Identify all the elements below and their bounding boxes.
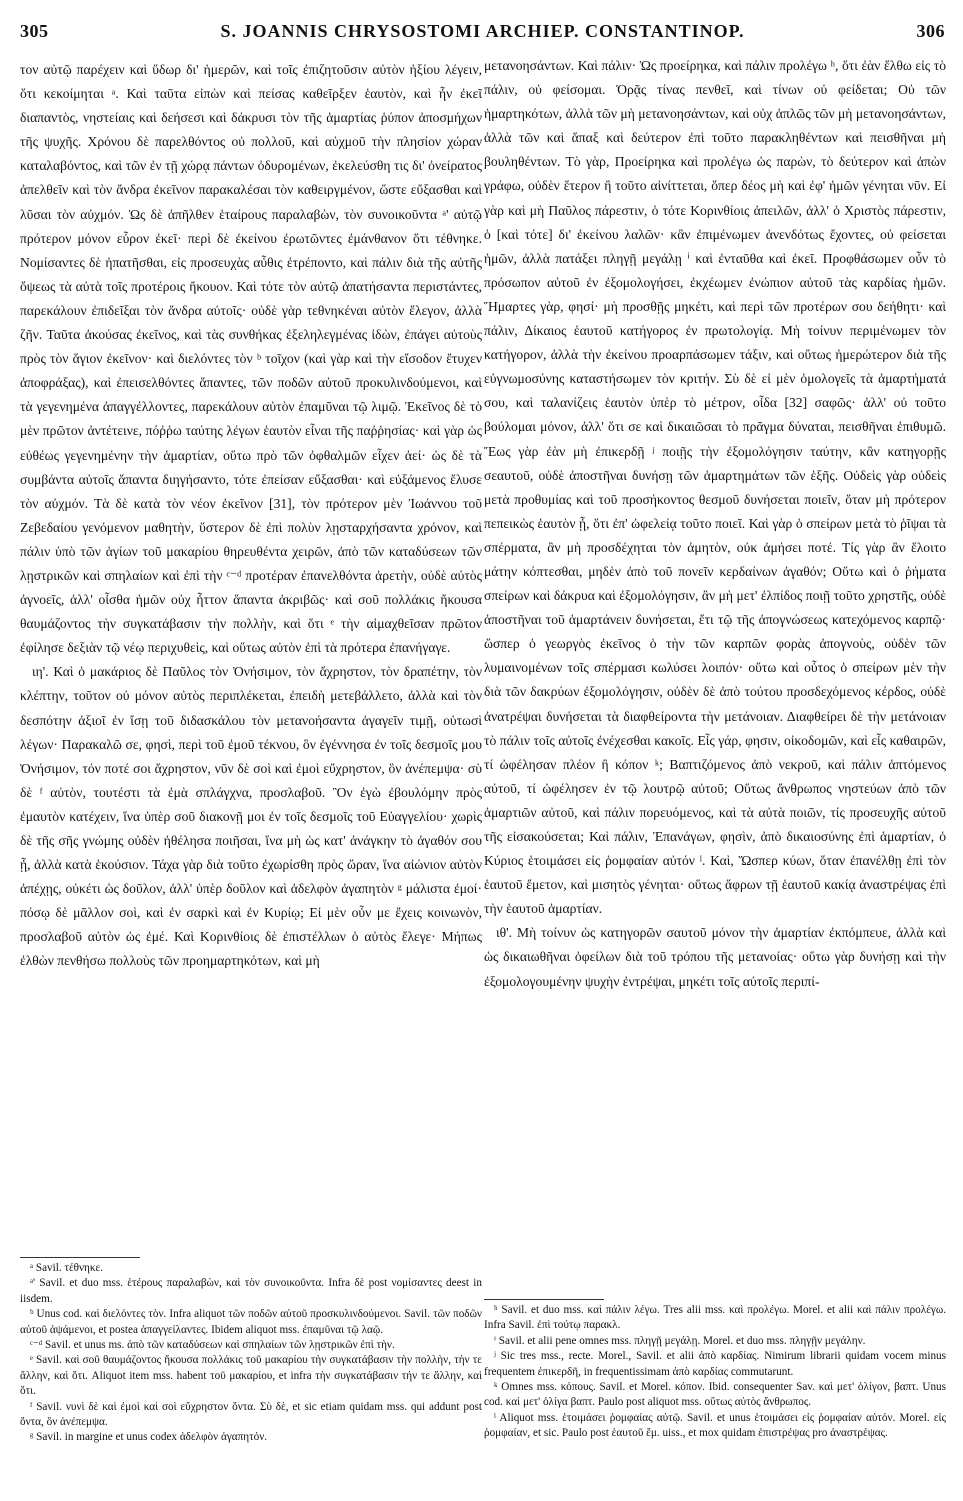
paragraph: ιη'. Καὶ ὁ μακάριος δὲ Παῦλος τὸν Ὀνήσιμον, τὸν ἄχρηστον, τὸν δραπέτην, τὸν κλέπτην, τοῦτον οὐ μόνον αὐτὸς περιπλέκεται, ἐπειδὴ μετεβάλλετο, ἀλλὰ καὶ τὸν δεσπότην ἀξιοῖ ἐν ἴσῃ τοῦ διδασκάλου τὸν μετανοήσαντα ἀγαγεῖν τιμῇ, οὑτωσὶ λέγων· Παρακαλῶ σε, φησὶ, περὶ τοῦ ἐμοῦ τέκνου, ὃν ἐγέννησα ἐν τοῖς δεσμοῖς μου Ὀνήσιμον, τόν ποτέ σοι ἄχρηστον, νῦν δὲ σοὶ καὶ ἐμοὶ εὔχρηστον, ὃν ἀνέπεμψα· σὺ δὲ ᶠ αὐτὸν, τουτέστι τὰ ἐμὰ σπλάγχνα, προσλαβοῦ. Ὃν ἐγὼ ἐβουλόμην πρὸς ἐμαυτὸν κατέχειν, ἵνα ὑπὲρ σοῦ διακονῇ μοι ἐν τοῖς δεσμοῖς τοῦ Εὐαγγελίου· χωρὶς δὲ τῆς σῆς γνώμης οὐδὲν ἠθέλησα ποιῆσαι, ἵνα μὴ ὡς κατ' ἀνάγκην τὸ ἀγαθόν σου ᾖ, ἀλλὰ κατὰ ἑκούσιον. Τάχα γὰρ διὰ τοῦτο ἐχωρίσθη πρὸς ὥραν, ἵνα αἰώνιον αὐτὸν ἀπέχῃς, οὐκέτι ὡς δοῦλον, ἀλλ' ὑπὲρ δοῦλον καὶ ἀδελφὸν ἀγαπητὸν ᵍ μάλιστα ἐμοί· πόσῳ δὲ μᾶλλον σοὶ, καὶ ἐν σαρκὶ καὶ ἐν Κυρίῳ; Εἰ μὲν οὖν με ἔχεις κοινωνὸν, προσλαβοῦ αὐτὸν ὡς ἐμέ. Καὶ Κορινθίοις δὲ ἐπιστέλλων ὁ αὐτὸς ἔλεγε· Μήπως ἐλθὼν πενθήσω πολλοὺς τῶν προημαρτηκότων, καὶ μὴ	[20, 664, 482, 969]
left-text-column	[20, 58, 482, 974]
footnotes-left	[20, 1261, 482, 1446]
footnote: ʰ Savil. et duo mss. καὶ πάλιν λέγω. Tres alii mss. καὶ προλέγω. Morel. et alii καὶ πάλιν προλέγω. Infra Savil. ἐπὶ τούτῳ παρακλ.	[484, 1304, 946, 1332]
page-number-left: 305	[20, 20, 49, 41]
footnote: ⁱ Savil. et alii pene omnes mss. πληγῇ μεγάλῃ. Morel. et duo mss. πληγῇν μεγάλην.	[494, 1334, 866, 1347]
footnote-rule-right	[484, 1299, 604, 1300]
footnote-rule-left	[20, 1257, 140, 1258]
footnote: ᵇ Unus cod. καὶ διελόντες τὸν. Infra aliquot τῶν ποδῶν αὐτοῦ προσκυλινδούμενοι. Savil. τῶν ποδῶν αὐτοῦ ἀψάμενοι, et postea ἀπαγγείλαντες. Ibidem aliquot mss. ἐπαμῦναι τῷ λαῷ.	[20, 1308, 482, 1336]
footnote: ᵏ Omnes mss. κόπους. Savil. et Morel. κόπον. Ibid. consequenter Sav. καὶ μετ' ὀλίγον, βαπτ. Unus cod. καὶ μετ' ὀλίγα βαπτ. Paulo post aliquot mss. οὕτως αὐτὸς ἄνθρωπος.	[484, 1381, 946, 1409]
footnote: ᵍ Savil. in margine et unus codex ἀδελφὸν ἀγαπητόν.	[30, 1431, 268, 1444]
footnote: ᵉ Savil. καὶ σοῦ θαυμάζοντος ἤκουσα πολλάκις τοῦ μακαρίου τὴν συγκατάβασιν τὴν πολλὴν, τὴν τε ἄλλην, καὶ ὅτι. Aliquot item mss. habent τοῦ μακαρίου, et infra τὴν συγκατάβασιν τήν τε ἄλλην, καὶ ὅτι.	[20, 1354, 482, 1398]
footnote: ʲ Sic tres mss., recte. Morel., Savil. et alii ἀπὸ καρδίας. Nimirum librarii quidam vocem minus frequentem ἐπικερδῆ, in frequentissimam ἀπὸ καρδίας commutarunt.	[484, 1350, 946, 1378]
running-title: S. JOANNIS CHRYSOSTOMI ARCHIEP. CONSTANTINOP.	[220, 20, 745, 41]
running-head	[20, 16, 945, 46]
footnote: ᶜ⁻ᵈ Savil. et unus ms. ἀπὸ τῶν καταδύσεων καὶ σπηλαίων τῶν λῃστρικῶν ἐπὶ τὴν.	[30, 1339, 395, 1352]
paragraph: ιθ'. Μὴ τοίνυν ὡς κατηγορῶν σαυτοῦ μόνον τὴν ἁμαρτίαν ἐκπόμπευε, ἀλλὰ καὶ ὡς δικαιωθῆναι ὀφείλων διὰ τοῦ τρόπου τῆς μετανοίας· οὕτω γὰρ δυνήσῃ καὶ τὴν ἐξομολογουμένην ψυχὴν ἐντρέψαι, μηκέτι τοῖς αὐτοῖς περιπί-	[484, 925, 946, 989]
footnotes-right	[484, 1303, 946, 1442]
paragraph: μετανοησάντων. Καὶ πάλιν· Ὡς προείρηκα, καὶ πάλιν προλέγω ʰ, ὅτι ἐὰν ἔλθω εἰς τὸ πάλιν, οὐ φείσομαι. Ὁρᾷς τίνας πενθεῖ, καὶ τίνων οὐ φείδεται; Οὐ τῶν ἡμαρτηκότων, ἀλλὰ τῶν μὴ μετανοησάντων, καὶ οὐχ ἁπλῶς τῶν μὴ μετανοησάντων, ἀλλὰ τῶν καὶ ἅπαξ καὶ δεύτερον ἐπὶ τοῦτο παρακληθέντων καὶ πεισθῆναι μὴ βουληθέντων. Τὸ γὰρ, Προείρηκα καὶ προλέγω ὡς παρὼν, τὸ δεύτερον καὶ ἀπὼν γράφω, οὐδὲν ἕτερον ἢ τοῦτο αἰνίττεται, ὅπερ δέος μὴ καὶ ἐφ' ἡμῶν γένηται νῦν. Εἰ γὰρ καὶ μὴ Παῦλος πάρεστιν, ὁ τότε Κορινθίοις ἀπειλῶν, ἀλλ' ὁ Χριστὸς πάρεστιν, ὁ [καὶ τότε] δι' ἐκείνου λαλῶν· κἂν ἐπιμένωμεν ἀνενδότως ἔχοντες, οὐ φείσεται ἡμῶν, ἀλλὰ πατάξει πληγῇ μεγάλῃ ⁱ καὶ ἐνταῦθα καὶ ἐκεῖ. Προφθάσωμεν οὖν τὸ πρόσωπον αὐτοῦ ἐν ἐξομολογήσει, ἐκχέωμεν ἐνώπιον αὐτοῦ τὰς καρδίας ἡμῶν. Ἥμαρτες γὰρ, φησί· μὴ προσθῇς μηκέτι, καὶ περὶ τῶν προτέρων σου δεήθητι· καὶ πάλιν, Δίκαιος ἑαυτοῦ κατήγορος ἐν πρωτολογίᾳ. Μὴ τοίνυν περιμένωμεν τὸν κατήγορον, ἀλλὰ τὴν ἐκείνου προαρπάσωμεν τάξιν, καὶ οὕτως ἡμερώτερον διὰ τῆς εὐγνωμοσύνης καταστήσωμεν τὸν κριτήν. Σὺ δὲ εἰ μὲν ὁμολογεῖς τὰ ἁμαρτήματά σου, καὶ ταλανίζεις ἑαυτὸν ὑπὲρ τὸ μέτρον, οἶδα [32] σαφῶς· ἀλλ' οὐ τοῦτο βούλομαι μόνον, ἀλλ' ὅτι σε καὶ δικαιῶσαι τὸ πρᾶγμα δύναται, πεισθῆναι ἐπιθυμῶ. Ἕως γὰρ ἐὰν μὴ ἐπικερδῇ ʲ ποιῇς τὴν ἐξομολόγησιν ταύτην, κἂν κατηγορῇς σεαυτοῦ, οὐδὲ ἀποστῆναι δυνήσῃ τῶν ἁμαρτημάτων τῶν ἑξῆς. Οὐδεὶς γὰρ οὐδεὶς μετὰ προθυμίας καὶ τοῦ προσήκοντος θεσμοῦ δυνήσεται ποιεῖν, ὅταν μὴ πρότερον πεπεικὼς ἑαυτὸν ᾖ, ὅτι ἐπ' ὠφελείᾳ τοῦτο ποιεῖ. Καὶ γὰρ ὁ σπείρων μετὰ τὸ ῥῖψαι τὰ σπέρματα, ἂν μὴ προσδέχηται τὸν ἀμητὸν, οὐκ ἀμήσει ποτέ. Τίς γὰρ ἂν ἕλοιτο μάτην κόπτεσθαι, μηδὲν ἀπὸ τοῦ πονεῖν κερδαίνων ἀγαθόν; Οὕτω καὶ ὁ ῥήματα σπείρων καὶ δάκρυα καὶ ἐξομολόγησιν, ἂν μὴ μετ' ἐλπίδος ποιῇ τοῦτο χρηστῆς, οὐδὲ ἀποστῆναι τοῦ ἁμαρτάνειν δυνήσεται, ἔτι τῷ τῆς ἀπογνώσεως κατεχόμενος καρπῷ· ὥσπερ ὁ γεωργὸς ἐκεῖνος ὁ τὴν τῶν καρπῶν φορὰς ἀπογνοὺς, οὐδὲν τῶν λυμαινομένων τοῖς σπέρμασι κωλύσει λοιπόν· οὕτω καὶ οὗτος ὁ σπείρων μὲν τὴν διὰ τῶν δακρύων ἐξομολόγησιν, οὐδὲν δὲ ἀπὸ τούτου προσδεχόμενος κέρδος, οὐδὲ ἀνατρέψαι δυνήσεται τὰ διαφθείροντα τὴν μετάνοιαν. Διαφθείρει δὲ τὴν μετάνοιαν τὸ πάλιν τοῖς αὐτοῖς ἐνέχεσθαι κακοῖς. Εἷς γάρ, φησιν, οἰκοδομῶν, καὶ εἷς καθαιρῶν, τί ὠφέλησαν πλέον ἢ κόπον ᵏ; Βαπτιζόμενος ἀπὸ νεκροῦ, καὶ πάλιν ἁπτόμενος αὐτοῦ, τί ὠφέλησεν ἐν τῷ λουτρῷ αὐτοῦ; Οὕτως ἄνθρωπος νηστεύων ἀπὸ τῶν ἁμαρτιῶν αὐτοῦ, καὶ πάλιν πορευόμενος, καὶ τὰ αὐτὰ ποιῶν, τίς προσευχῆς αὐτοῦ τῆς εἰσακούσεται; Καὶ πάλιν, Ἐπανάγων, φησὶν, ἀπὸ δικαιοσύνης ἐπὶ ἁμαρτίαν, ὁ Κύριος ἑτοιμάσει εἰς ῥομφαίαν αὐτόν ˡ. Καὶ, Ὥσπερ κύων, ὅταν ἐπανέλθῃ ἐπὶ τὸν ἑαυτοῦ ἔμετον, καὶ μισητὸς γένηται· οὕτως ἄφρων τῇ ἑαυτοῦ κακίᾳ ἀναστρέψας ἐπὶ τὴν ἑαυτοῦ ἁμαρτίαν.	[484, 58, 946, 917]
footnote: ᵃ Savil. τέθνηκε.	[30, 1262, 104, 1274]
page-number-right: 306	[916, 20, 945, 41]
paragraph: τον αὐτῷ παρέχειν καὶ ὕδωρ δι' ἡμερῶν, καὶ τοῖς ἐπιζητοῦσιν αὐτὸν ἠξίου λέγειν, ὅτι κεκοίμηται ᵃ. Καὶ ταῦτα εἰπὼν καὶ πείσας καθεῖρξεν ἑαυτὸν, καὶ ἦν ἐκεῖ διαπαντὸς, νηστείαις καὶ δεήσεσι καὶ δάκρυσι τὸν τῆς ἁμαρτίας ῥύπον ἀποσμήχων τῆς ψυχῆς. Χρόνου δὲ παρελθόντος οὐ πολλοῦ, καὶ αὐχμοῦ τὴν πλησίον χώραν καταλαβόντος, καὶ τῶν ἐν τῇ χώρᾳ πάντων ὀδυρομένων, ἐκελεύσθη τις δι' ὀνείρατος ἀπελθεῖν καὶ τὸν ἄνδρα ἐκεῖνον παρακαλέσαι τὸν καθειργμένον, ὥστε εὔξασθαι καὶ λῦσαι τὸν αὐχμόν. Ὡς δὲ ἀπῆλθεν ἑταίρους παραλαβὼν, τὸν συνοικοῦντα ᵃ' αὐτῷ πρότερον μόνον εὗρον ἐκεῖ· περὶ δὲ ἐκείνου ἐρωτῶντες ἐμάνθανον ὅτι τέθνηκε. Νομίσαντες δὲ ἠπατῆσθαι, εἰς προσευχὰς αὖθις ἐτρέποντο, καὶ πάλιν διὰ τῆς αὐτῆς ὄψεως τὰ αὐτὰ τοῖς προτέροις ἤκουον. Καὶ τότε τὸν αὐτῷ ἀπατήσαντα περιστάντες, παρεκάλουν ἐπιδεῖξαι τὸν ἄνδρα αὐτοῖς· οὐδὲ γὰρ τεθνηκέναι αὐτὸν ἔλεγον, ἀλλὰ ζῆν. Ταῦτα ἀκούσας ἐκεῖνος, καὶ τὰς συνθήκας ἐξεληλεγμένας ἰδὼν, ἐπάγει αὐτοὺς πρὸς τὸν ἅγιον ἐκεῖνον· καὶ διελόντες τὸν ᵇ τοῖχον (καὶ γὰρ καὶ τὴν εἴσοδον ἔτυχεν ἀποφράξας), καὶ ἐπεισελθόντες ἅπαντες, τῶν ποδῶν αὐτοῦ προκυλινδούμενοι, καὶ τὰ γεγενημένα ἀπαγγέλλοντες, παρεκάλουν αὐτὸν ἐπαμῦναι τῷ λιμῷ. Ἐκεῖνος δὲ τὸ μὲν πρῶτον ἀντέτεινε, πόῤῥω ταύτης λέγων ἑαυτὸν εἶναι τῆς παῤῥησίας· καὶ γὰρ ὡς εὐθέως γεγενημένην τὴν ἁμαρτίαν, οὕτω πρὸ τῶν ὀφθαλμῶν εἶχεν ἀεί· ὡς δὲ τὰ συμβάντα αὐτοῖς ἅπαντα διηγήσαντο, τότε ἐπείσαν εὔξασθαι· καὶ εὐξάμενος ἔλυσε τὸν αὐχμόν. Τὰ δὲ κατὰ τὸν νέον ἐκεῖνον [31], τὸν πρότερον μὲν Ἰωάννου τοῦ Ζεβεδαίου γενόμενον μαθητὴν, ὕστερον δὲ ἐπὶ πολὺν λῃσταρχήσαντα χρόνον, καὶ πάλιν ὑπὸ τῶν ἁγίων τοῦ μακαρίου θηρευθέντα χειρῶν, ἀπὸ τῶν καταδύσεων τῶν λῃστρικῶν καὶ σπηλαίων καὶ ἐπὶ τὴν ᶜ⁻ᵈ προτέραν ἐπανελθόντα ἀρετὴν, οὐδὲ αὐτὸς ἀγνοεῖς, ἀλλ' οἶσθα ἡμῶν οὐχ ἧττον ἅπαντα ἀκριβῶς· καὶ σοῦ πολλάκις ἤκουσα θαυμάζοντος τὴν συγκατάβασιν τὴν πολλὴν, καὶ ὅτι ᵉ τὴν αἱμαχθεῖσαν πρῶτον ἐφίλησε δεξιὰν τῷ νέῳ περιχυθεὶς, καὶ οὕτως αὐτὸν ἐπὶ τὰ πρότερα ἐπανήγαγε.	[20, 62, 482, 656]
right-text-column	[484, 54, 946, 994]
footnote: ˡ Aliquot mss. ἑτοιμάσει ῥομφαίας αὐτῷ. Savil. et unus ἑτοιμάσει εἰς ῥομφαίαν αὐτόν. Morel. εἰς ῥομφαίαν, et sic. Paulo post ἑαυτοῦ ἔμ. uiss., et mox quidam ἐπιστρέψας pro ἀναστρέψας.	[484, 1411, 946, 1440]
footnote: ᶠ Savil. νυνὶ δὲ καὶ ἐμοὶ καὶ σοὶ εὔχρηστον ὄντα. Σὺ δὲ, et sic etiam quidam mss. qui addunt post ὄντα, ὃν ἀνέπεμψα.	[20, 1400, 482, 1429]
footnote: ᵃ' Savil. et duo mss. ἑτέρους παραλαβὼν, καὶ τὸν συνοικοῦντα. Infra δὲ post νομίσαντες deest in iisdem.	[20, 1277, 482, 1305]
